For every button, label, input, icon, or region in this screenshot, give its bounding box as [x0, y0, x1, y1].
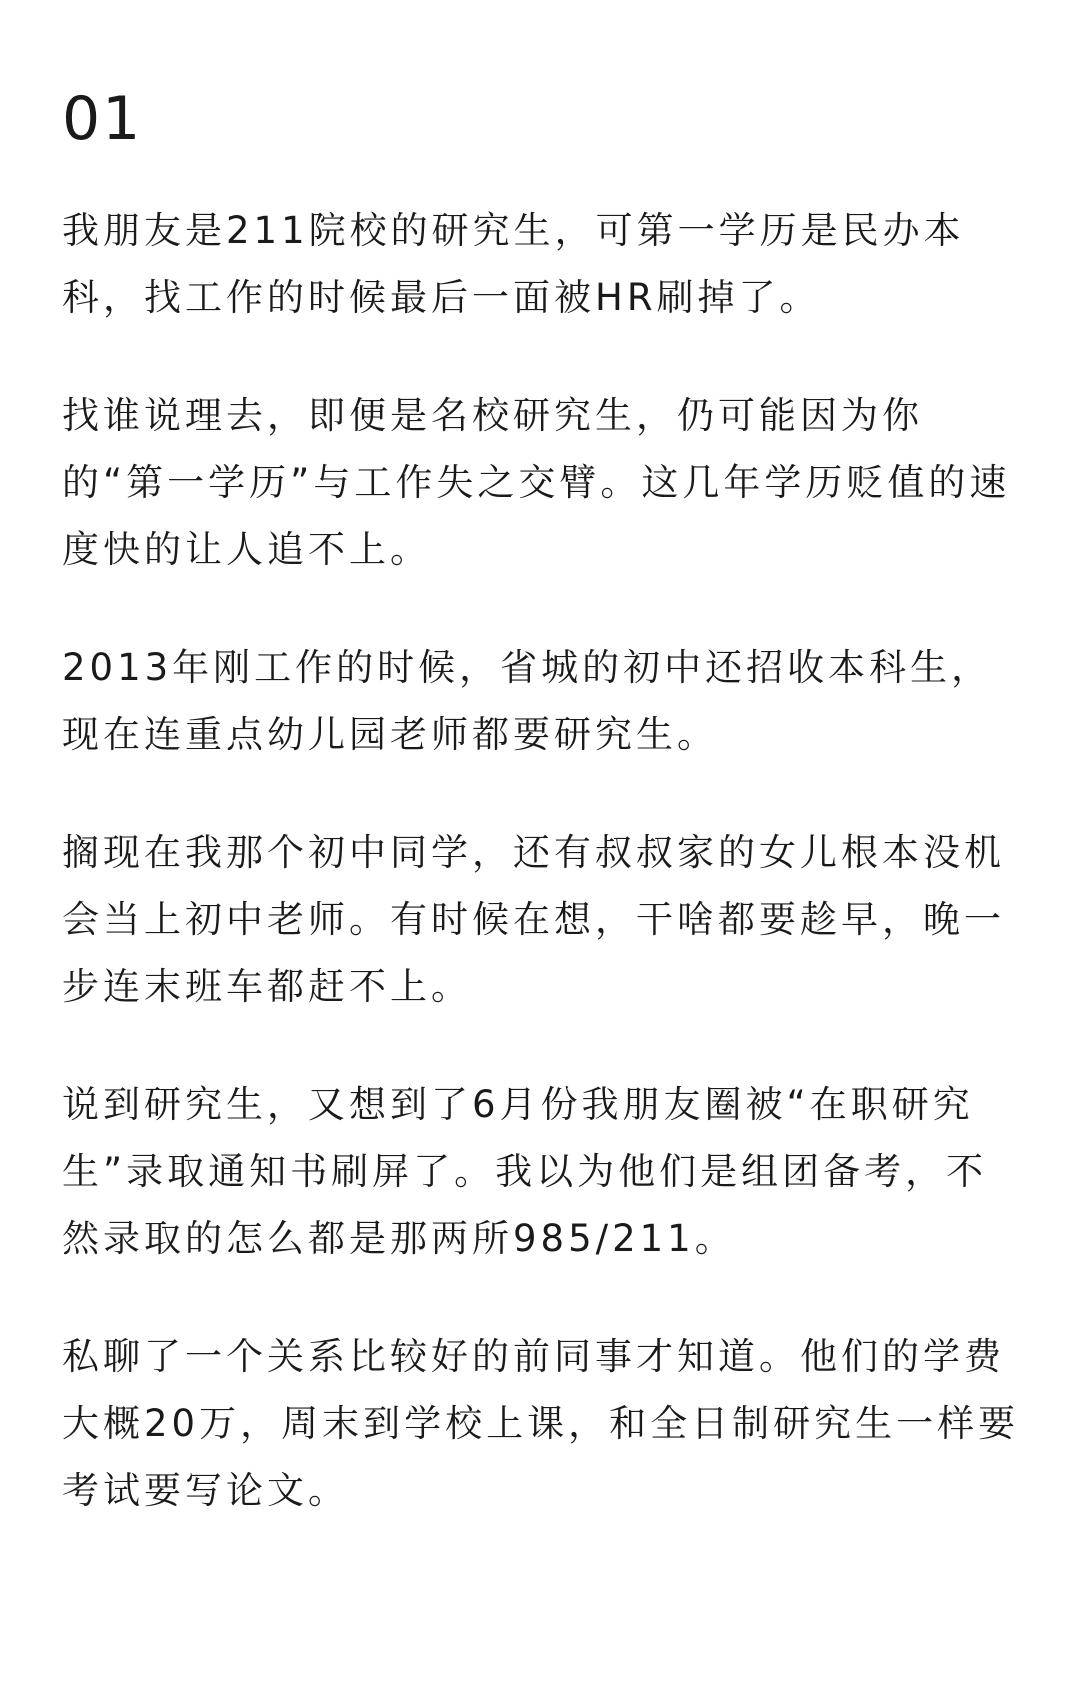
paragraph: 2013年刚工作的时候，省城的初中还招收本科生，现在连重点幼儿园老师都要研究生。	[62, 646, 993, 756]
paragraph: 私聊了一个关系比较好的前同事才知道。他们的学费大概20万，周末到学校上课，和全日制研究生一样要考试要写论文。	[62, 1335, 1020, 1512]
paragraph: 我朋友是211院校的研究生，可第一学历是民办本科，找工作的时候最后一面被HR刷掉了。	[62, 209, 965, 319]
section-number: 01	[62, 84, 143, 154]
paragraph: 找谁说理去，即便是名校研究生，仍可能因为你的“第一学历”与工作失之交臂。这几年学历贬值的速度快的让人追不上。	[62, 394, 1011, 571]
paragraph: 说到研究生，又想到了6月份我朋友圈被“在职研究生”录取通知书刷屏了。我以为他们是组团备考，不然录取的怎么都是那两所985/211。	[62, 1083, 988, 1260]
paragraph-list	[62, 197, 1022, 1575]
paragraph: 搁现在我那个初中同学，还有叔叔家的女儿根本没机会当上初中老师。有时候在想，干啥都要趁早，晚一步连末班车都赶不上。	[62, 831, 1005, 1008]
